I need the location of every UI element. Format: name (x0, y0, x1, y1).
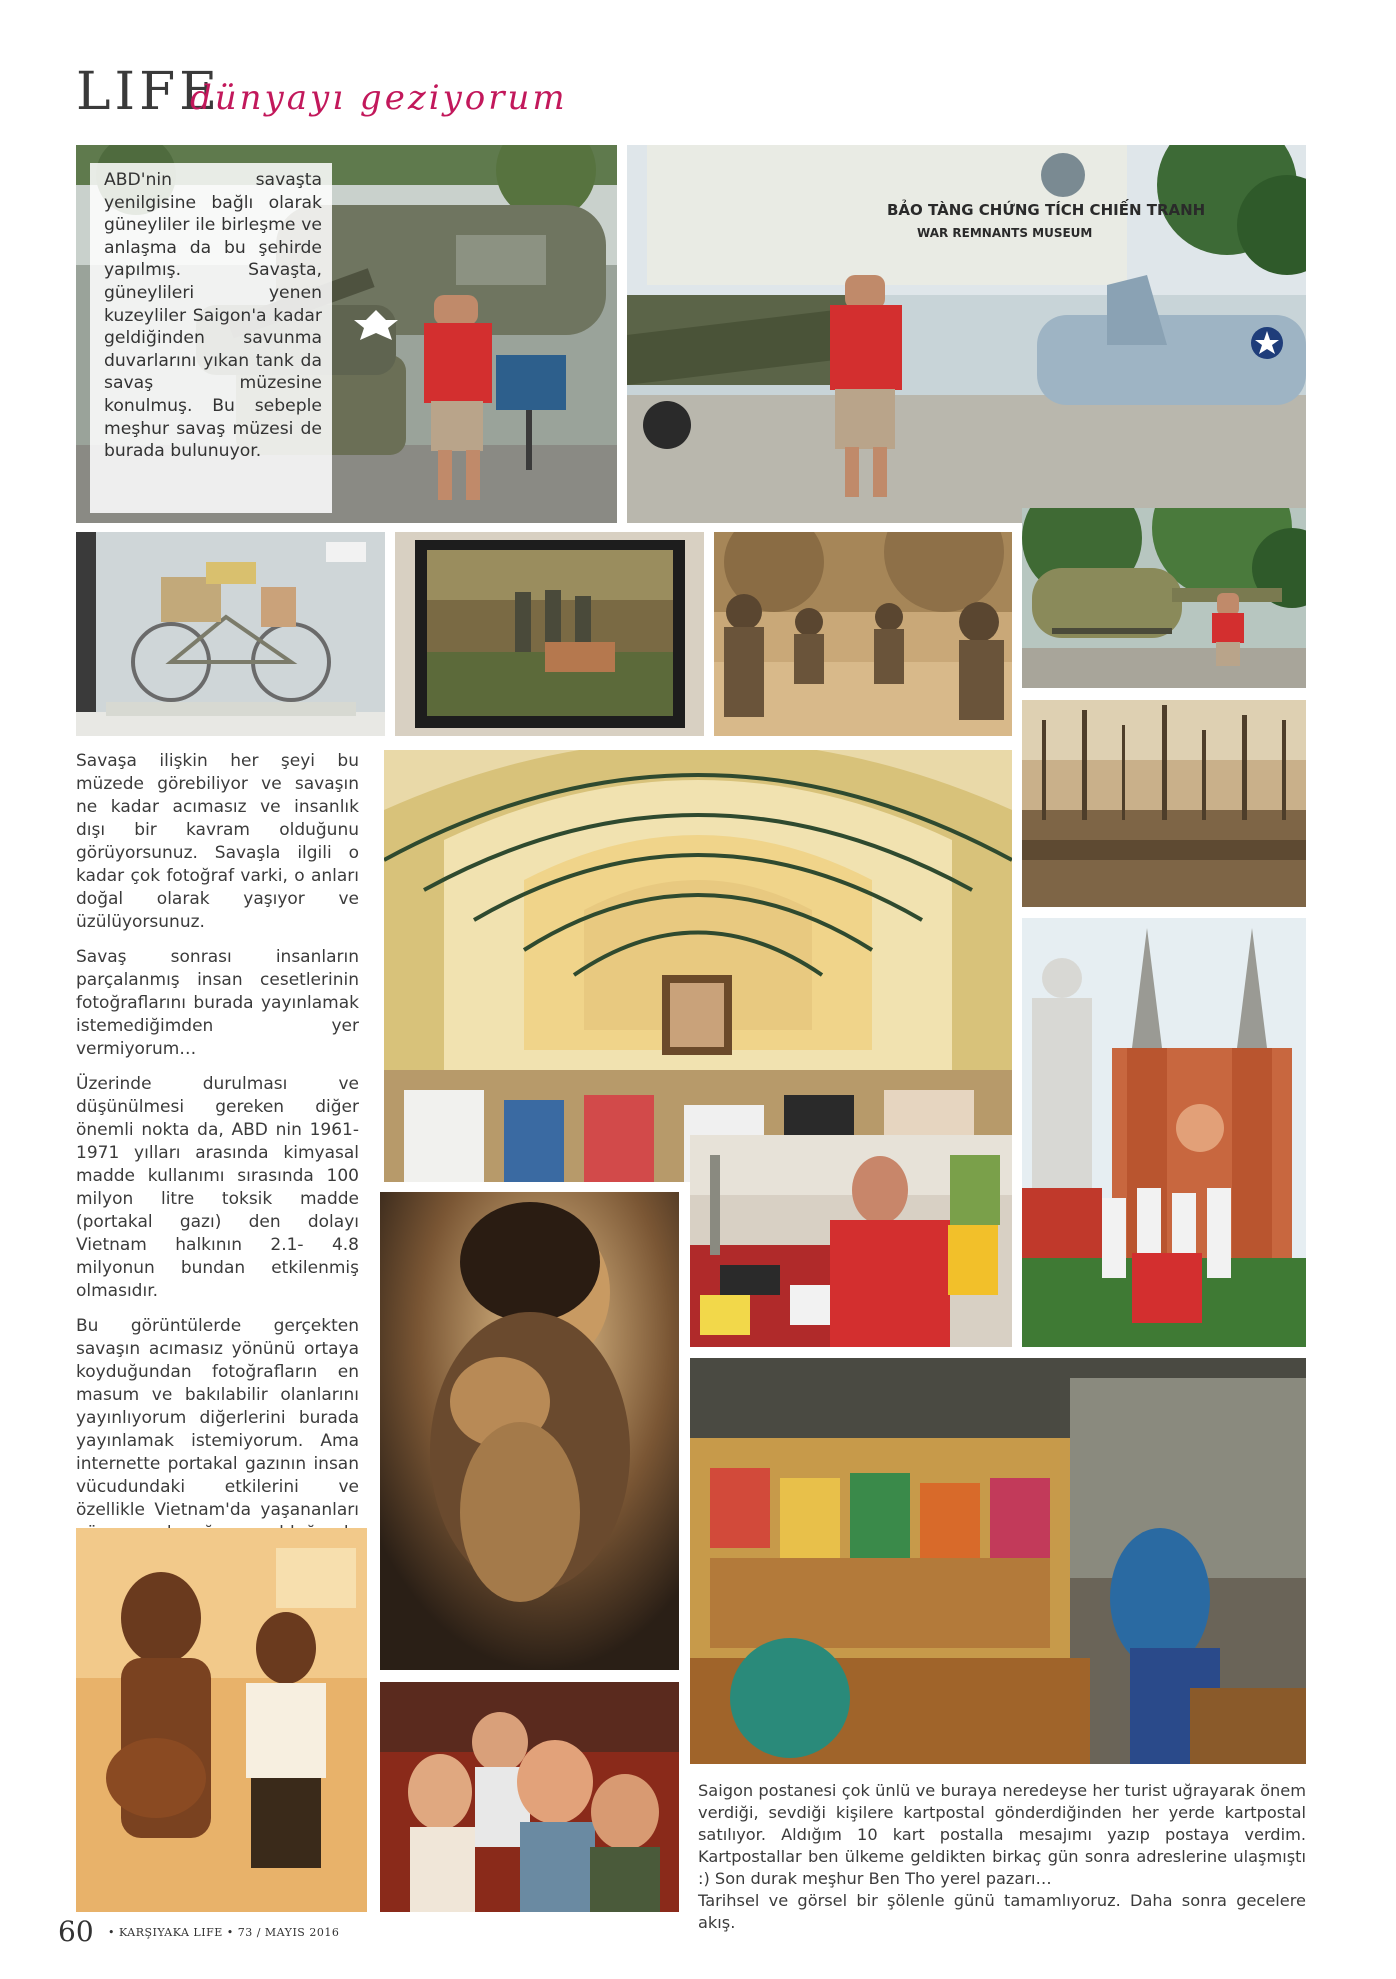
photo-agent-orange-victims (76, 1528, 367, 1912)
market-caption (698, 1780, 1306, 1934)
photo-children-group (380, 1682, 679, 1912)
body-paragraph-3: Üzerinde durulması ve düşünülmesi gereken diğer önemli nokta da, ABD nin 1961-1971 yılları arasında kimyasal madde kullanımı sırasında 100 milyon litre toksik madde (portakal gazı) den dolayı Vietnam halkının 2.1- 4.8 milyonun bundan etkilenmiş olmasıdır. (76, 1074, 359, 1301)
photo-huey-helicopter (1022, 508, 1306, 688)
magazine-footer: • KARŞIYAKA LIFE • 73 / MAYIS 2016 (108, 1926, 340, 1939)
page-number: 60 (58, 1915, 94, 1948)
caption-paragraph-1: Saigon postanesi çok ünlü ve buraya neredeyse her turist uğrayarak önem verdiği, sevdiği kişilere kartpostal gönderdiğinden her yerde kartpostal satılıyor. Aldığım 10 kart postalla mesajımı yazıp postaya verdim. Kartpostallar ben ülkeme geldikten birkaç gün sonra adreslerine ulaşmıştı :) Son durak meşhur Ben Tho yerel pazarı… (698, 1781, 1306, 1888)
museum-sign-vietnamese: BẢO TÀNG CHỨNG TÍCH CHIẾN TRANH (887, 201, 1206, 219)
photo-framed-war-photo (395, 532, 704, 736)
photo-ben-thanh-market (690, 1358, 1306, 1764)
overlay-paragraph: ABD'nin savaşta yenilgisine bağlı olarak güneyliler ile birleşme ve anlaşma da bu şehirde yapılmış. Savaşta, güneylileri yenen kuzeyliler Saigon'a kadar geldiğinden savunma duvarlarını yıkan tank da savaş müzesine konulmuş. Bu sebeple meşhur savaş müzesi de burada bulunuyor. (104, 170, 322, 462)
caption-paragraph-2: Tarihsel ve görsel bir şölenle günü tamamlıyoruz. Daha sonra gecelere akış. (698, 1891, 1306, 1932)
photo-bicycle-exhibit (76, 532, 385, 736)
photo-tank-helicopter (76, 145, 617, 523)
photo-notre-dame-cathedral (1022, 918, 1306, 1347)
overlay-textbox (90, 163, 332, 513)
body-paragraph-2: Savaş sonrası insanların parçalanmış insan cesetlerinin fotoğraflarını burada yayınlamak istemediğimden yer vermiyorum… (76, 947, 359, 1059)
photo-writing-postcards (690, 1135, 1012, 1347)
photo-ruined-forest (1022, 700, 1306, 907)
magazine-section-title: LIFE (76, 62, 222, 122)
body-paragraph-1: Savaşa ilişkin her şeyi bu müzede görebiliyor ve savaşın ne kadar acımasız ve insanlık dışı bir kavram olduğunu görüyorsunuz. Savaşla ilgili o kadar çok fotoğraf varki, o anları doğal olarak yaşıyor ve üzülüyorsunuz. (76, 751, 359, 932)
section-subtitle: dünyayı geziyorum (190, 78, 568, 118)
photo-mother-and-child (380, 1192, 679, 1670)
photo-war-remnants-museum (627, 145, 1306, 523)
body-paragraph-4: Bu görüntülerde gerçekten savaşın acımasız yönünü ortaya koyduğundan fotoğrafların en masum ve bakılabilir olanlarını yayınlıyorum diğerlerini burada yayınlamak istemiyorum. Ama internette portakal gazının insan vücudundaki etkilerini ve özellikle Vietnam'da yaşananları (76, 1316, 359, 1520)
article-body (76, 750, 359, 1603)
photo-soldiers-river (714, 532, 1012, 736)
museum-sign-english: WAR REMNANTS MUSEUM (917, 226, 1093, 240)
photo-saigon-post-office (384, 750, 1012, 1182)
